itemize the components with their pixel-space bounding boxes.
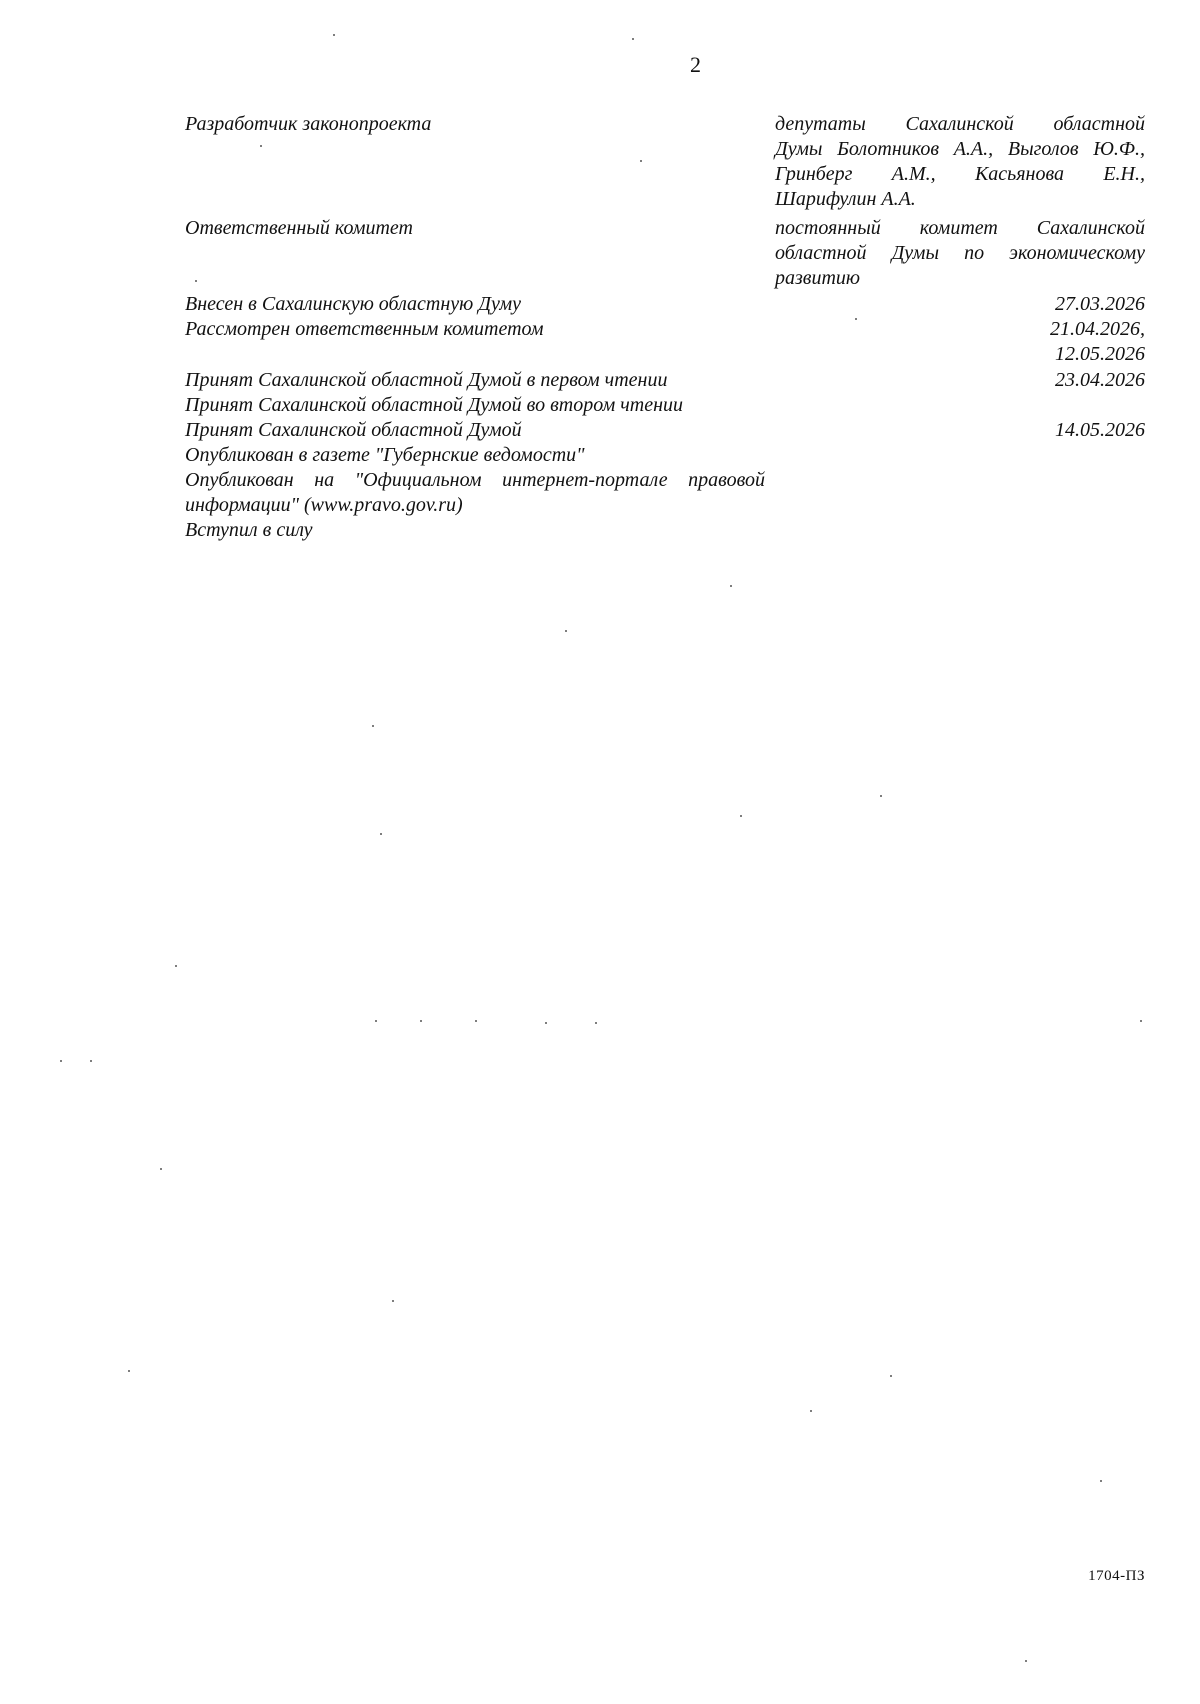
developer-label: Разработчик законопроекта	[185, 113, 432, 135]
developer-value	[775, 112, 1145, 212]
event-date-committee-review-2: 12.05.2026	[1055, 343, 1145, 365]
committee-label: Ответственный комитет	[185, 217, 413, 239]
event-label-adopted: Принят Сахалинской областной Думой	[185, 419, 522, 441]
event-label-second-reading: Принят Сахалинской областной Думой во втором чтении	[185, 394, 684, 416]
event-label-committee-review: Рассмотрен ответственным комитетом	[185, 318, 544, 340]
event-label-in-force: Вступил в силу	[185, 519, 313, 541]
event-date-submitted: 27.03.2026	[1055, 293, 1145, 315]
committee-line: постоянный комитет Сахалинской	[775, 217, 1145, 239]
event-label-published-newspaper: Опубликован в газете "Губернские ведомости"	[185, 444, 585, 466]
portal-line: информации" (www.pravo.gov.ru)	[185, 494, 463, 516]
event-date-committee-review: 21.04.2026,	[1050, 318, 1145, 340]
developer-line: Гринберг А.М., Касьянова Е.Н.,	[775, 163, 1145, 185]
event-label-submitted: Внесен в Сахалинскую областную Думу	[185, 293, 522, 315]
developer-line: Думы Болотников А.А., Выголов Ю.Ф.,	[775, 138, 1145, 160]
event-date-adopted: 14.05.2026	[1055, 419, 1145, 441]
event-label-first-reading: Принят Сахалинской областной Думой в первом чтении	[185, 369, 668, 391]
document-code: 1704-ПЗ	[1088, 1568, 1145, 1584]
portal-line: Опубликован на "Официальном интернет-портале правовой	[185, 469, 765, 491]
committee-line: развитию	[775, 267, 861, 289]
committee-line: областной Думы по экономическому	[775, 242, 1145, 264]
page-number: 2	[690, 52, 701, 77]
committee-value	[775, 216, 1145, 291]
developer-line: депутаты Сахалинской областной	[775, 113, 1145, 135]
event-date-first-reading: 23.04.2026	[1055, 369, 1145, 391]
event-label-published-portal	[185, 468, 765, 518]
developer-line: Шарифулин А.А.	[775, 188, 916, 210]
